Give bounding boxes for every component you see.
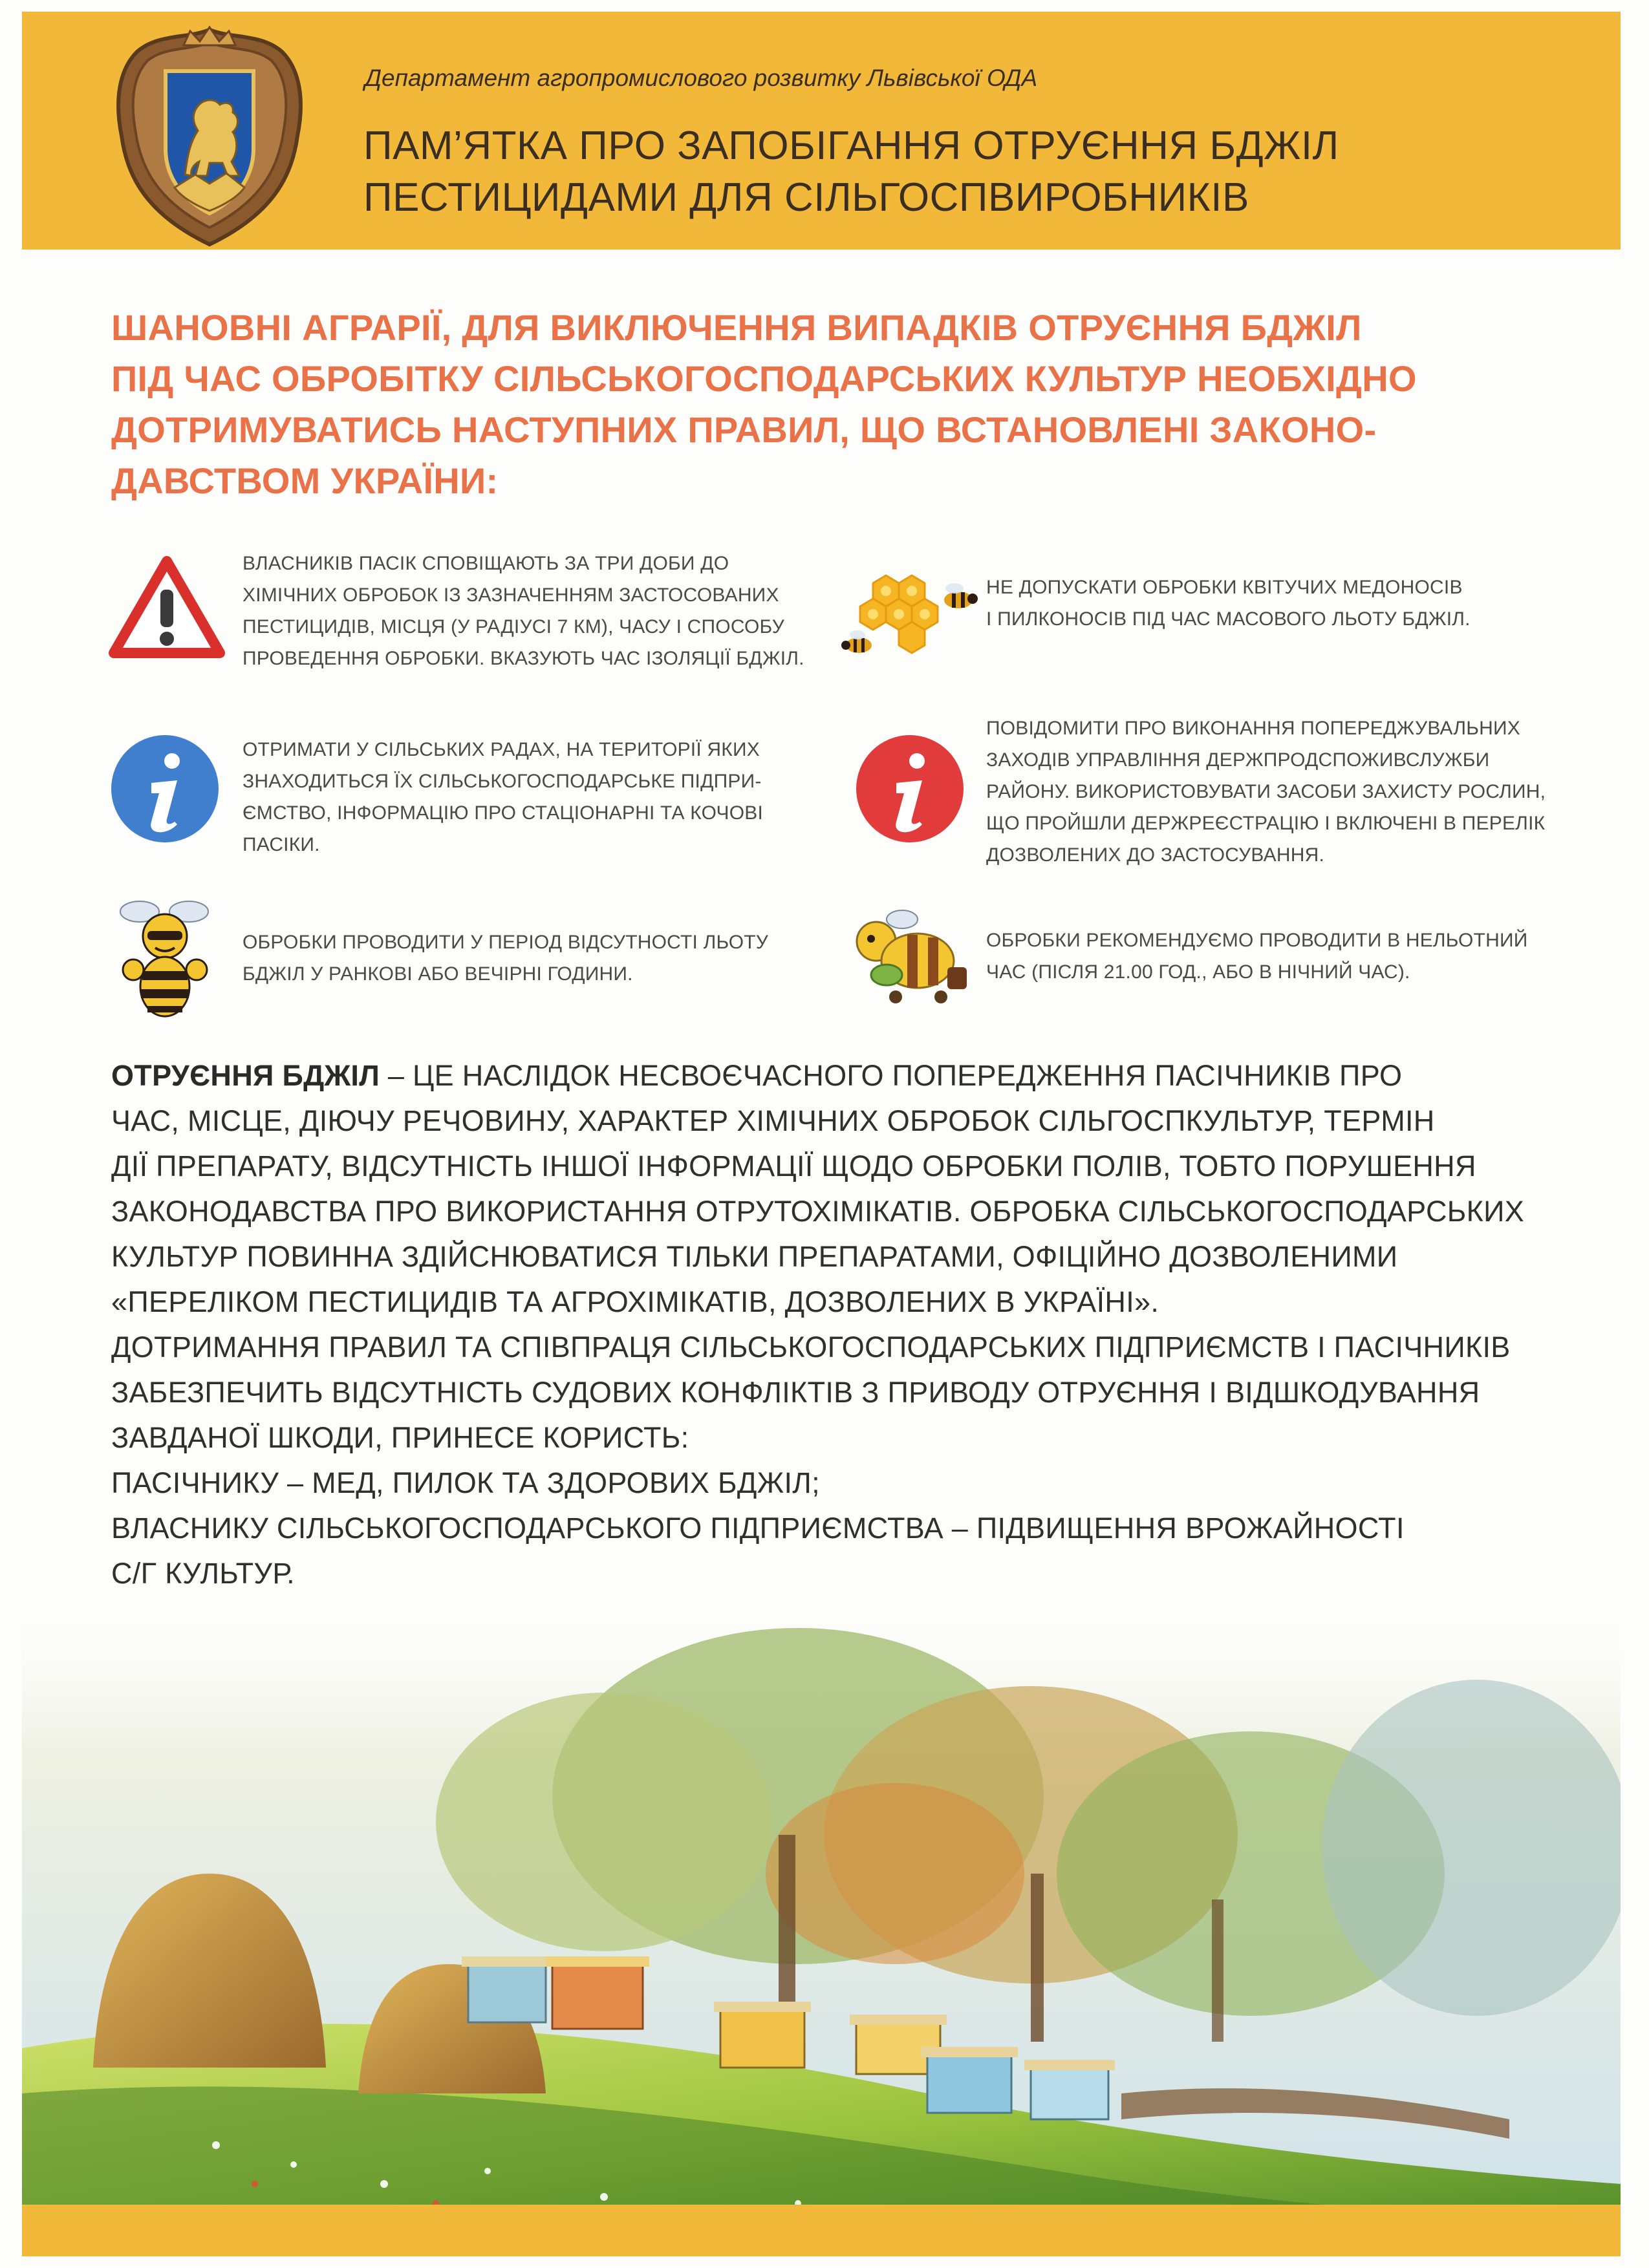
rule-4-line-3: РАЙОНУ. ВИКОРИСТОВУВАТИ ЗАСОБИ ЗАХИСТУ РОСЛИН,	[986, 781, 1546, 802]
rule-4-line-1: ПОВІДОМИТИ ПРО ВИКОНАННЯ ПОПЕРЕДЖУВАЛЬНИХ	[986, 718, 1521, 739]
info-icon-blue	[110, 734, 220, 844]
honeycomb-bees-icon	[841, 569, 983, 659]
footer-band	[22, 2205, 1621, 2256]
rule-5-line-1: ОБРОБКИ ПРОВОДИТИ У ПЕРІОД ВІДСУТНОСТІ ЛЬОТУ	[242, 932, 769, 953]
rule-1-line-4: ПРОВЕДЕННЯ ОБРОБКИ. ВКАЗУЮТЬ ЧАС ІЗОЛЯЦІЇ БДЖІЛ.	[242, 648, 804, 669]
body-line-5: КУЛЬТУР ПОВИННА ЗДІЙСНЮВАТИСЯ ТІЛЬКИ ПРЕПАРАТАМИ, ОФІЦІЙНО ДОЗВОЛЕНИМИ	[111, 1240, 1398, 1273]
body-line-9: ЗАВДАНОЇ ШКОДИ, ПРИНЕСЕ КОРИСТЬ:	[111, 1421, 689, 1454]
intro-line-2: ПІД ЧАС ОБРОБІТКУ СІЛЬСЬКОГОСПОДАРСЬКИХ КУЛЬТУР НЕОБХІДНО	[111, 358, 1417, 399]
bee-toy-icon	[850, 905, 973, 1009]
coat-of-arms-icon	[113, 26, 307, 248]
body-line-8: ЗАБЕЗПЕЧИТЬ ВІДСУТНІСТЬ СУДОВИХ КОНФЛІКТІВ З ПРИВОДУ ОТРУЄННЯ І ВІДШКОДУВАННЯ	[111, 1376, 1480, 1409]
rule-1-line-1: ВЛАСНИКІВ ПАСІК СПОВІЩАЮТЬ ЗА ТРИ ДОБИ ДО	[242, 553, 729, 574]
rule-2-line-2: І ПИЛКОНОСІВ ПІД ЧАС МАСОВОГО ЛЬОТУ БДЖІЛ.	[986, 608, 1471, 630]
rule-5-line-2: БДЖІЛ У РАНКОВІ АБО ВЕЧІРНІ ГОДИНИ.	[242, 963, 633, 985]
rule-3-line-4: ПАСІКИ.	[242, 834, 320, 855]
body-line-6: «ПЕРЕЛІКОМ ПЕСТИЦИДІВ ТА АГРОХІМІКАТІВ, ДОЗВОЛЕНИХ В УКРАЇНІ».	[111, 1285, 1159, 1318]
body-line-10: ПАСІЧНИКУ – МЕД, ПИЛОК ТА ЗДОРОВИХ БДЖІЛ;	[111, 1466, 820, 1499]
rule-2-line-1: НЕ ДОПУСКАТИ ОБРОБКИ КВІТУЧИХ МЕДОНОСІВ	[986, 577, 1463, 598]
intro-line-1: ШАНОВНІ АГРАРІЇ, ДЛЯ ВИКЛЮЧЕННЯ ВИПАДКІВ ОТРУЄННЯ БДЖІЛ	[111, 307, 1362, 348]
body-line-4: ЗАКОНОДАВСТВА ПРО ВИКОРИСТАННЯ ОТРУТОХІМІКАТІВ. ОБРОБКА СІЛЬСЬКОГОСПОДАРСЬКИХ	[111, 1195, 1525, 1228]
document-title-line-2: ПЕСТИЦИДАМИ ДЛЯ СІЛЬГОСПВИРОБНИКІВ	[363, 175, 1249, 220]
body-line-1	[111, 1059, 1402, 1093]
rule-1-line-2: ХІМІЧНИХ ОБРОБОК ІЗ ЗАЗНАЧЕННЯМ ЗАСТОСОВАНИХ	[242, 584, 779, 606]
body-line-3: ДІЇ ПРЕПАРАТУ, ВІДСУТНІСТЬ ІНШОЇ ІНФОРМАЦІЇ ЩОДО ОБРОБКИ ПОЛІВ, ТОБТО ПОРУШЕННЯ	[111, 1150, 1476, 1182]
document-title-line-1: ПАМ’ЯТКА ПРО ЗАПОБІГАННЯ ОТРУЄННЯ БДЖІЛ	[363, 123, 1339, 168]
body-lead-term: ОТРУЄННЯ БДЖІЛ	[111, 1059, 380, 1092]
body-line-7: ДОТРИМАННЯ ПРАВИЛ ТА СПІВПРАЦЯ СІЛЬСЬКОГОСПОДАРСЬКИХ ПІДПРИЄМСТВ І ПАСІЧНИКІВ	[111, 1331, 1511, 1364]
rule-4-line-2: ЗАХОДІВ УПРАВЛІННЯ ДЕРЖПРОДСПОЖИВСЛУЖБИ	[986, 749, 1490, 771]
bee-character-icon	[110, 899, 220, 1022]
rule-3-line-3: ЄМСТВО, ІНФОРМАЦІЮ ПРО СТАЦІОНАРНІ ТА КОЧОВІ	[242, 802, 763, 824]
rule-6-line-2: ЧАС (ПІСЛЯ 21.00 ГОД., АБО В НІЧНИЙ ЧАС).	[986, 961, 1410, 983]
rule-3-line-2: ЗНАХОДИТЬСЯ ЇХ СІЛЬСЬКОГОСПОДАРСЬКЕ ПІДПРИ-	[242, 771, 762, 792]
info-icon-red	[855, 734, 965, 844]
body-line-11: ВЛАСНИКУ СІЛЬСЬКОГОСПОДАРСЬКОГО ПІДПРИЄМСТВА – ПІДВИЩЕННЯ ВРОЖАЙНОСТІ	[111, 1512, 1405, 1545]
body-line-2: ЧАС, МІСЦЕ, ДІЮЧУ РЕЧОВИНУ, ХАРАКТЕР ХІМІЧНИХ ОБРОБОК СІЛЬГОСПКУЛЬТУР, ТЕРМІН	[111, 1104, 1435, 1137]
intro-line-3: ДОТРИМУВАТИСЬ НАСТУПНИХ ПРАВИЛ, ЩО ВСТАНОВЛЕНІ ЗАКОНО-	[111, 409, 1377, 450]
header-band	[22, 12, 1621, 250]
department-name: Департамент агропромислового розвитку Львівської ОДА	[365, 65, 1038, 91]
body-line-12: С/Г КУЛЬТУР.	[111, 1557, 295, 1590]
apiary-painting	[22, 1602, 1621, 2229]
rule-4-line-5: ДОЗВОЛЕНИХ ДО ЗАСТОСУВАННЯ.	[986, 844, 1324, 866]
rule-4-line-4: ЩО ПРОЙШЛИ ДЕРЖРЕЄСТРАЦІЮ І ВКЛЮЧЕНІ В ПЕРЕЛІК	[986, 813, 1546, 834]
rule-1-line-3: ПЕСТИЦИДІВ, МІСЦЯ (У РАДІУСІ 7 КМ), ЧАСУ І СПОСОБУ	[242, 616, 785, 637]
intro-line-4: ДАВСТВОМ УКРАЇНИ:	[111, 460, 499, 501]
rule-6-line-1: ОБРОБКИ РЕКОМЕНДУЄМО ПРОВОДИТИ В НЕЛЬОТНИЙ	[986, 930, 1528, 951]
body-line-1-text: – ЦЕ НАСЛІДОК НЕСВОЄЧАСНОГО ПОПЕРЕДЖЕННЯ ПАСІЧНИКІВ ПРО	[380, 1059, 1403, 1092]
rule-3-line-1: ОТРИМАТИ У СІЛЬСЬКИХ РАДАХ, НА ТЕРИТОРІЇ ЯКИХ	[242, 739, 760, 760]
warning-icon	[109, 556, 225, 659]
